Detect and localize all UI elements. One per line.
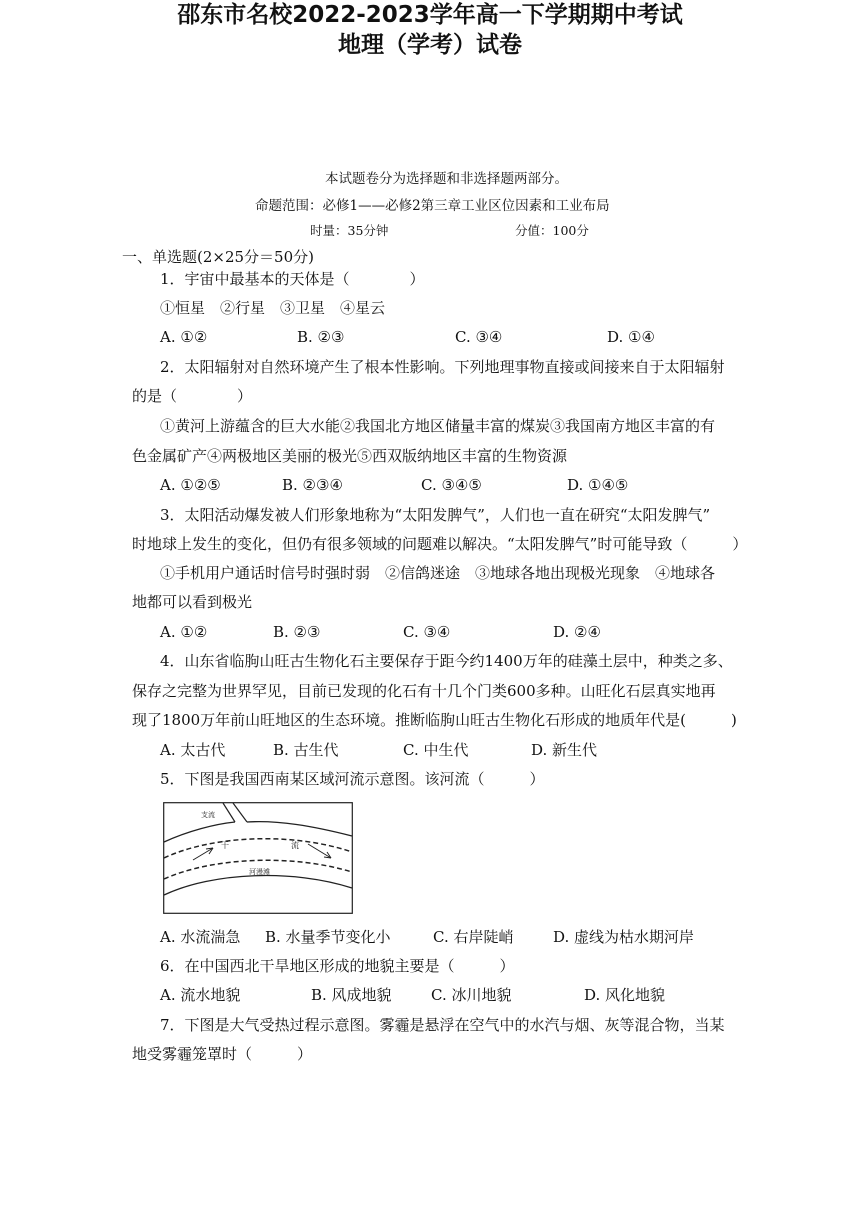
q1-stem: 1．宇宙中最基本的天体是（ ） [160,270,425,288]
exam-title-line2: 地理（学考）试卷 [338,32,522,58]
q1-option-a: A. ①② [160,328,208,346]
q3-stem-line2: 时地球上发生的变化，但仍有很多领域的问题难以解决。“太阳发脾气”时可能导致（ ） [132,535,748,553]
q2-option-c: C. ③④⑤ [421,476,482,494]
q3-items-line1: ①手机用户通话时信号时强时弱 ②信鸽迷途 ③地球各地出现极光现象 ④地球各 [160,564,716,582]
q3-option-d: D. ②④ [553,623,601,641]
q1-option-d: D. ①④ [607,328,655,346]
q6-option-a: A. 流水地貌 [160,986,241,1004]
q1-items: ①恒星 ②行星 ③卫星 ④星云 [160,299,386,317]
main-stream-label-2: 流 [291,841,299,850]
section-heading: 一、单选题(2×25分＝50分) [122,248,314,266]
q5-option-d: D. 虚线为枯水期河岸 [553,928,695,946]
q5-stem: 5．下图是我国西南某区域河流示意图。该河流（ ） [160,770,545,788]
q3-option-a: A. ①② [160,623,208,641]
q4-option-a: A. 太古代 [160,741,226,759]
q3-option-c: C. ③④ [403,623,451,641]
q3-stem-line1: 3．太阳活动爆发被人们形象地称为“太阳发脾气”，人们也一直在研究“太阳发脾气” [160,506,711,524]
q6-stem: 6．在中国西北干旱地区形成的地貌主要是（ ） [160,957,515,975]
exam-title-line1: 邵东市名校2022-2023学年高一下学期期中考试 [177,2,683,28]
tributary-label: 支流 [201,811,215,819]
q6-option-b: B. 风成地貌 [311,986,392,1004]
q4-option-b: B. 古生代 [273,741,339,759]
q2-items-line2: 色金属矿产④两极地区美丽的极光⑤西双版纳地区丰富的生物资源 [132,447,568,465]
q2-stem-line1: 2．太阳辐射对自然环境产生了根本性影响。下列地理事物直接或间接来自于太阳辐射 [160,358,725,376]
q2-option-a: A. ①②⑤ [160,476,221,494]
q4-stem-line2: 保存之完整为世界罕见，目前已发现的化石有十几个门类600多种。山旺化石层真实地再 [132,682,716,700]
q5-option-c: C. 右岸陡峭 [433,928,514,946]
q2-stem-line2: 的是（ ） [132,387,253,405]
q3-option-b: B. ②③ [273,623,321,641]
q2-items-line1: ①黄河上游蕴含的巨大水能②我国北方地区储量丰富的煤炭③我国南方地区丰富的有 [160,417,716,435]
exam-score: 分值：100分 [515,223,589,238]
river-diagram [163,802,353,914]
q3-items-line2: 地都可以看到极光 [132,593,253,611]
main-stream-label-1: 干 [221,841,229,850]
q1-option-b: B. ②③ [297,328,345,346]
q4-option-d: D. 新生代 [531,741,598,759]
q5-option-a: A. 水流湍急 [160,928,241,946]
q4-stem-line3: 现了1800万年前山旺地区的生态环境。推断临朐山旺古生物化石形成的地质年代是( ) [132,711,737,729]
exam-intro: 本试题卷分为选择题和非选择题两部分。 [325,171,568,187]
q7-stem-line1: 7．下图是大气受热过程示意图。雾霾是悬浮在空气中的水汽与烟、灰等混合物，当某 [160,1016,725,1034]
q4-option-c: C. 中生代 [403,741,469,759]
q6-option-c: C. 冰川地貌 [431,986,512,1004]
q7-stem-line2: 地受雾霾笼罩时（ ） [132,1045,313,1063]
exam-time: 时量：35分钟 [310,223,389,238]
q1-option-c: C. ③④ [455,328,503,346]
floodplain-label: 河漫滩 [249,868,270,876]
q2-option-b: B. ②③④ [282,476,343,494]
q5-option-b: B. 水量季节变化小 [265,928,391,946]
exam-scope: 命题范围：必修1——必修2第三章工业区位因素和工业布局 [255,198,610,214]
q6-option-d: D. 风化地貌 [584,986,666,1004]
q2-option-d: D. ①④⑤ [567,476,629,494]
q4-stem-line1: 4．山东省临朐山旺古生物化石主要保存于距今约1400万年的硅藻土层中，种类之多、 [160,652,733,670]
